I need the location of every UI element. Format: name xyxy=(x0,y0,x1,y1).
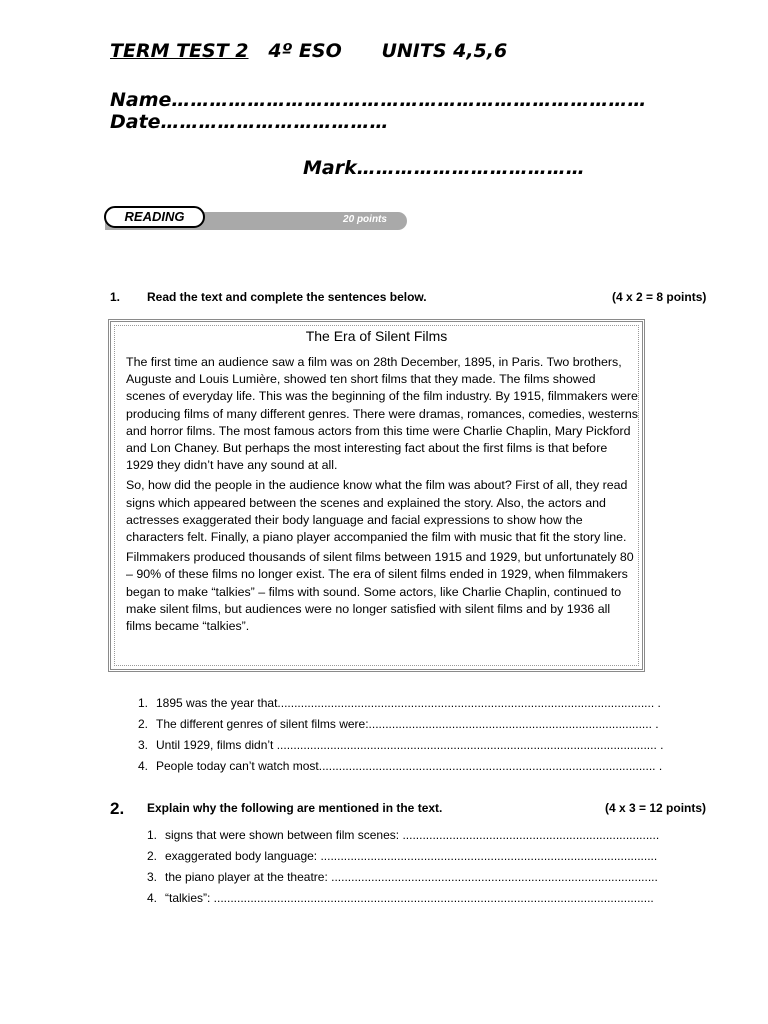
section-points: 20 points xyxy=(343,214,387,225)
item-number: 3. xyxy=(147,870,158,884)
item-text: exaggerated body language: ..................................................................................................... xyxy=(165,849,658,863)
question2-instruction: Explain why the following are mentioned in the text. xyxy=(147,801,443,815)
item-text: The different genres of silent films were:..................................................................................... . xyxy=(156,717,659,731)
question1-instruction: Read the text and complete the sentences below. xyxy=(147,290,427,304)
units-label: UNITS 4,5,6 xyxy=(381,40,508,62)
passage-paragraph: The first time an audience saw a film was on 28th December, 1895, in Paris. Two brothers, Auguste and Louis Lumière, showed ten short films that they made. The films showed scenes of everyday life. This was the beginning of the film industry. By 1915, filmmakers were producing films of many different genres. There were dramas, romances, comedies, westerns and horror films. The most famous actors from this time were Charlie Chaplin, Mary Pickford and Lon Chaney. But perhaps the most interesting fact about the first films is that before 1929 they didn’t have any sound at all. xyxy=(126,355,638,473)
date-field[interactable]: Date……………………………… xyxy=(110,111,389,133)
question1-points: (4 x 2 = 8 points) xyxy=(612,290,707,304)
test-title xyxy=(110,40,507,62)
passage-text xyxy=(126,354,638,638)
passage-paragraph: So, how did the people in the audience know what the film was about? First of all, they read signs which appeared between the scenes and explained the story. Also, the actors and actresses exaggerated their body language and facial expressions to show how the characters felt. Finally, a piano player accompanied the film with music that fit the story line. xyxy=(126,478,628,545)
name-field[interactable]: Name………………………………………………………………… xyxy=(110,89,647,111)
item-number: 2. xyxy=(138,717,149,731)
course-label: 4º ESO xyxy=(268,40,342,62)
question2-item-2[interactable] xyxy=(147,849,657,863)
question1-item-2[interactable] xyxy=(138,717,659,731)
item-number: 3. xyxy=(138,738,149,752)
item-text: “talkies”: .................................................................................................................................... xyxy=(165,891,654,905)
test-label: TERM TEST 2 xyxy=(110,40,249,62)
item-text: the piano player at the theatre: .................................................................................................. xyxy=(165,870,658,884)
question2-item-1[interactable] xyxy=(147,828,659,842)
question1-item-4[interactable] xyxy=(138,759,662,773)
item-number: 4. xyxy=(138,759,149,773)
question2-points: (4 x 3 = 12 points) xyxy=(605,801,707,815)
item-text: Until 1929, films didn’t .................................................................................................................. . xyxy=(156,738,664,752)
question2-number: 2. xyxy=(110,799,125,818)
section-label: READING xyxy=(104,206,205,228)
item-text: signs that were shown between film scenes: ............................................................................. xyxy=(165,828,660,842)
passage-title: The Era of Silent Films xyxy=(305,328,448,344)
item-number: 4. xyxy=(147,891,158,905)
question2-item-4[interactable] xyxy=(147,891,654,905)
item-number: 1. xyxy=(138,696,149,710)
item-text: People today can’t watch most..................................................................................................... . xyxy=(156,759,663,773)
item-number: 1. xyxy=(147,828,158,842)
item-text: 1895 was the year that................................................................................................................. . xyxy=(156,696,661,710)
item-number: 2. xyxy=(147,849,158,863)
passage-paragraph: Filmmakers produced thousands of silent films between 1915 and 1929, but unfortunately 80 – 90% of these films no longer exist. The era of silent films ended in 1929, when filmmakers began to make “talkies” – films with sound. Some actors, like Charlie Chaplin, continued to make silent films, but audiences were no longer satisfied with silent films and by 1936 all films became “talkies”. xyxy=(126,550,634,634)
mark-field[interactable]: Mark……………………………… xyxy=(303,157,585,179)
question1-number: 1. xyxy=(110,290,121,304)
question2-item-3[interactable] xyxy=(147,870,658,884)
question1-item-1[interactable] xyxy=(138,696,661,710)
question1-item-3[interactable] xyxy=(138,738,663,752)
